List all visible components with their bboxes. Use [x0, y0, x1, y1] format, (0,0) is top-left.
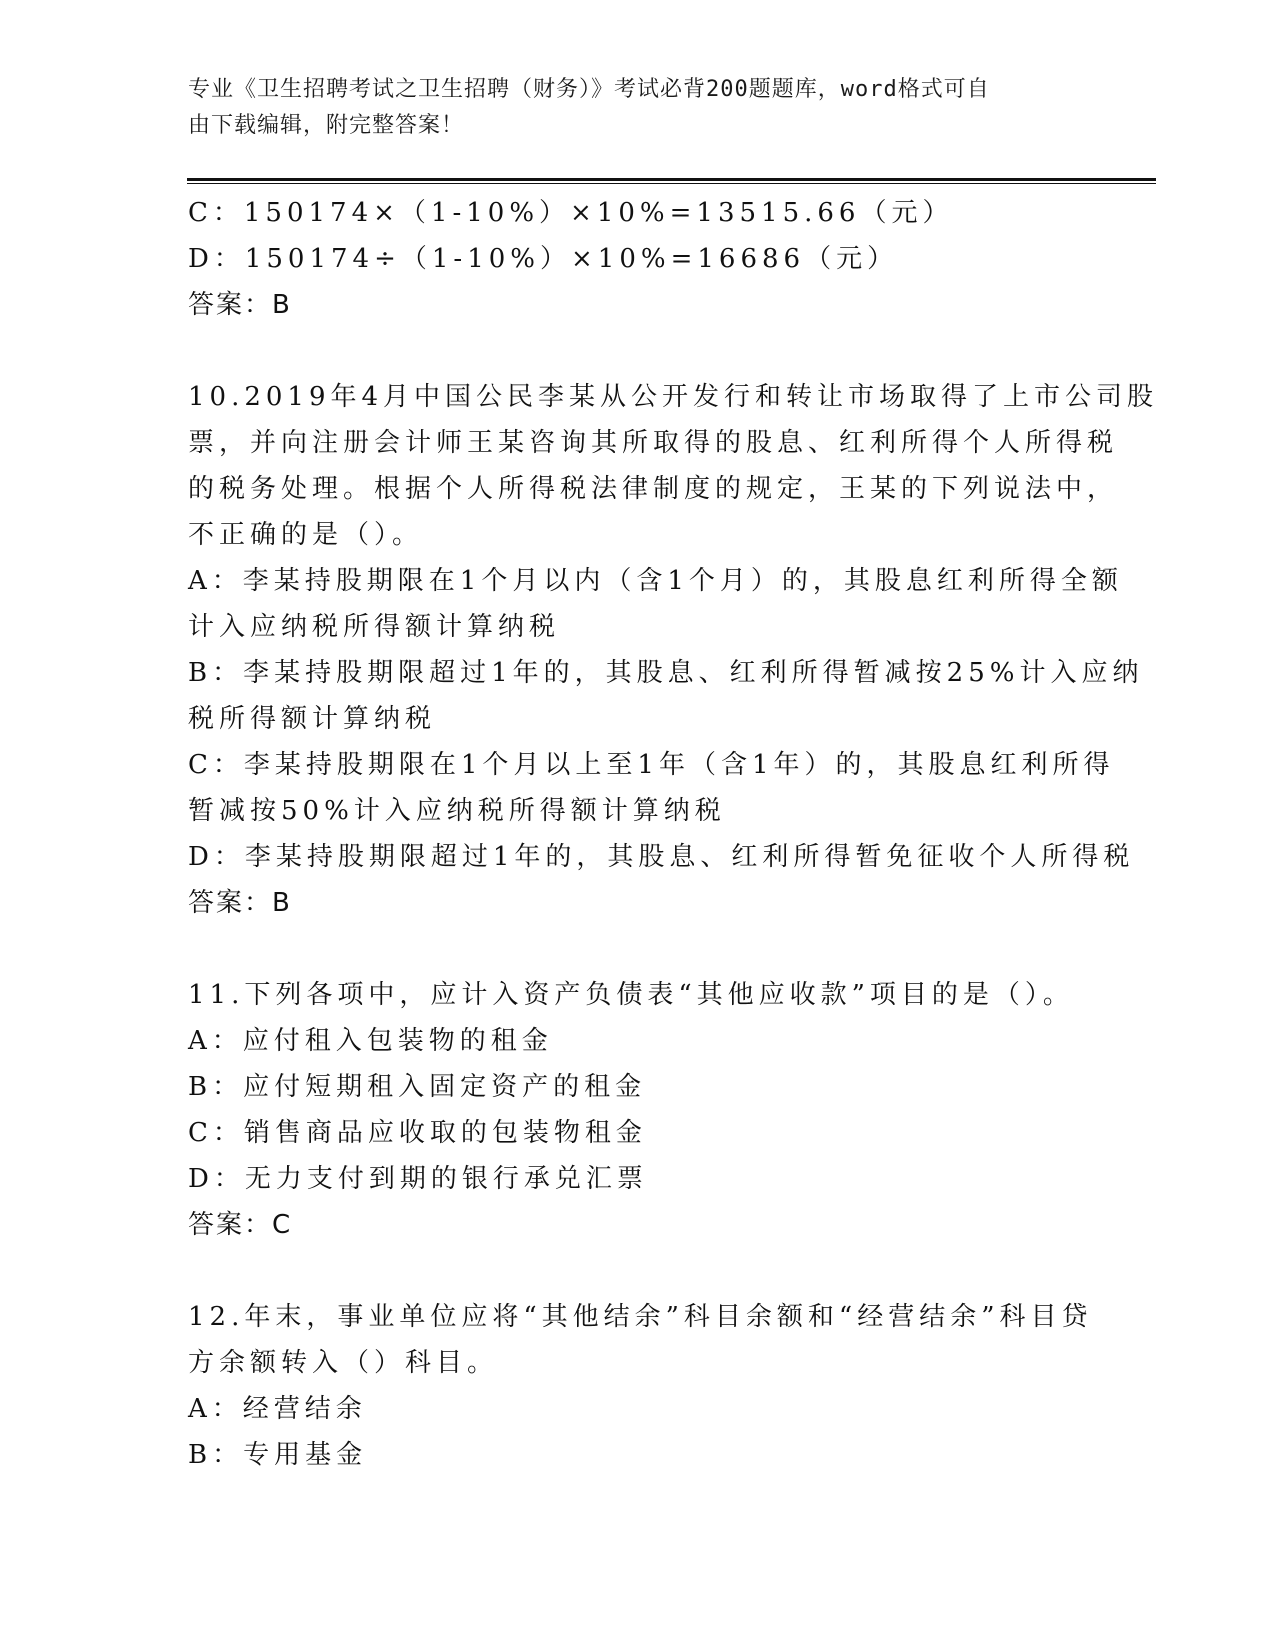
header-rule-thick [187, 178, 1156, 181]
spacer [188, 926, 1088, 972]
q10-stem-line-4: 不正确的是（）。 [188, 520, 424, 550]
q9-answer: 答案：B [188, 290, 292, 320]
header-line-1: 专业《卫生招聘考试之卫生招聘（财务）》考试必背200题题库，word格式可自 [188, 77, 990, 102]
q9-option-d: D：150174÷（1-10%）×10%=16686（元） [188, 244, 899, 274]
q10-answer: 答案：B [188, 888, 292, 918]
q11-answer: 答案：C [188, 1210, 293, 1240]
q10-option-a-line-1: A：李某持股期限在1个月以内（含1个月）的，其股息红利所得全额 [188, 566, 1123, 596]
q10-stem-line-1: 10.2019年4月中国公民李某从公开发行和转让市场取得了上市公司股 [188, 382, 1159, 412]
q12-option-b: B：专用基金 [188, 1440, 368, 1470]
header-line-2: 由下载编辑，附完整答案！ [188, 113, 465, 138]
q12-stem-line-1: 12.年末，事业单位应将“其他结余”科目余额和“经营结余”科目贷 [188, 1302, 1093, 1332]
q10-stem-line-3: 的税务处理。根据个人所得税法律制度的规定，王某的下列说法中， [188, 474, 1119, 504]
q11-stem: 11.下列各项中，应计入资产负债表“其他应收款”项目的是（）。 [188, 980, 1074, 1010]
q10-option-c-line-2: 暂减按50%计入应纳税所得额计算纳税 [188, 796, 726, 826]
spacer [188, 1248, 1088, 1294]
spacer [188, 328, 1088, 374]
q10-option-d: D：李某持股期限超过1年的，其股息、红利所得暂免征收个人所得税 [188, 842, 1135, 872]
q12-stem-line-2: 方余额转入（）科目。 [188, 1348, 499, 1378]
question-content [188, 190, 1159, 1478]
q11-option-c: C：销售商品应收取的包装物租金 [188, 1118, 647, 1148]
header-rule-thin [187, 183, 1156, 184]
q10-option-a-line-2: 计入应纳税所得额计算纳税 [188, 612, 561, 642]
q11-option-d: D：无力支付到期的银行承兑汇票 [188, 1164, 648, 1194]
q10-option-b-line-1: B：李某持股期限超过1年的，其股息、红利所得暂减按25%计入应纳 [188, 658, 1144, 688]
q10-stem-line-2: 票，并向注册会计师王某咨询其所取得的股息、红利所得个人所得税 [188, 428, 1119, 458]
q11-option-b: B：应付短期租入固定资产的租金 [188, 1072, 647, 1102]
document-header [188, 72, 1068, 144]
q9-option-c: C：150174×（1-10%）×10%=13515.66（元） [188, 198, 954, 228]
q11-option-a: A：应付租入包装物的租金 [188, 1026, 553, 1056]
q12-option-a: A：经营结余 [188, 1394, 367, 1424]
q10-option-c-line-1: C：李某持股期限在1个月以上至1年（含1年）的，其股息红利所得 [188, 750, 1115, 780]
q10-option-b-line-2: 税所得额计算纳税 [188, 704, 437, 734]
